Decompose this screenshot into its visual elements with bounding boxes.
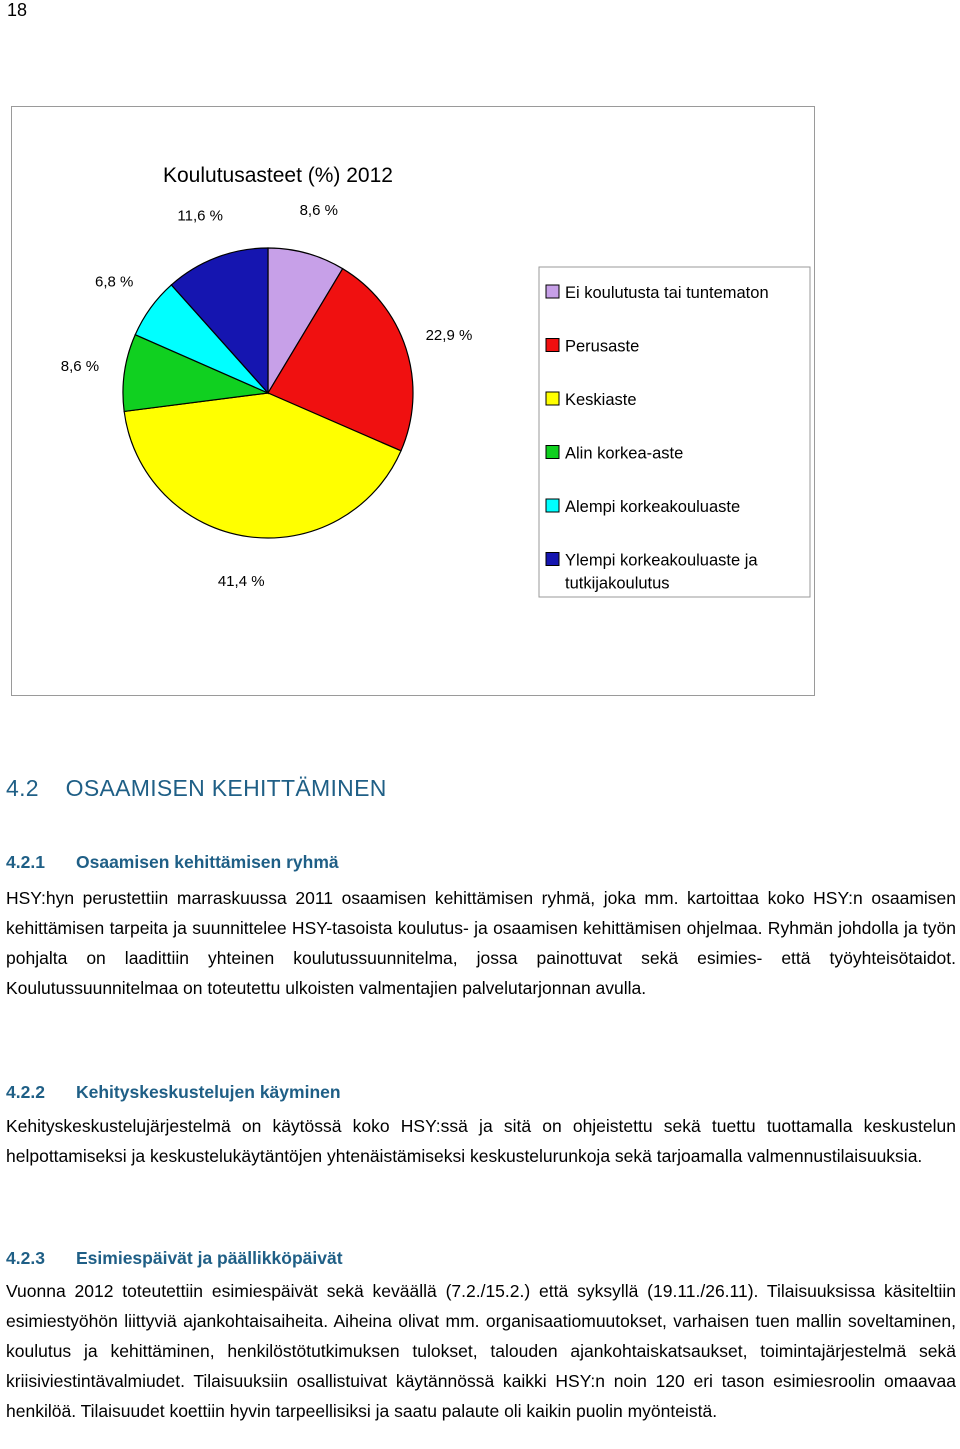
chart-legend bbox=[539, 267, 810, 597]
subsection-title: Osaamisen kehittämisen ryhmä bbox=[76, 852, 339, 872]
subsection-number: 4.2.2 bbox=[6, 1082, 45, 1102]
legend-label: Keskiaste bbox=[565, 391, 637, 409]
legend-label: Perusaste bbox=[565, 337, 640, 356]
legend-swatch bbox=[546, 446, 559, 459]
legend-box bbox=[539, 267, 810, 597]
subsection-heading-1 bbox=[6, 852, 339, 873]
subsection-heading-3 bbox=[6, 1248, 343, 1269]
pie-value-label: 22,9 % bbox=[425, 327, 473, 345]
section-heading bbox=[6, 775, 387, 802]
legend-label: Ei koulutusta tai tuntematon bbox=[565, 284, 769, 302]
chart-title: Koulutusasteet (%) 2012 bbox=[163, 164, 393, 187]
pie-chart bbox=[12, 107, 816, 697]
subsection-number: 4.2.1 bbox=[6, 852, 45, 872]
legend-label: Alin korkea-aste bbox=[565, 444, 684, 463]
subsection-title: Kehityskeskustelujen käyminen bbox=[76, 1082, 341, 1102]
legend-swatch bbox=[546, 285, 559, 298]
legend-swatch bbox=[546, 553, 559, 566]
pie-value-label: 8,6 % bbox=[60, 357, 100, 375]
legend-label: Ylempi korkeakouluaste ja bbox=[565, 551, 758, 570]
section-number: 4.2 bbox=[6, 775, 39, 801]
pie-value-label: 6,8 % bbox=[95, 273, 134, 291]
section-title: OSAAMISEN KEHITTÄMINEN bbox=[65, 775, 387, 801]
legend-label: Alempi korkeakouluaste bbox=[565, 498, 741, 516]
pie-slices bbox=[123, 248, 413, 538]
legend-label: tutkijakoulutus bbox=[565, 574, 670, 593]
legend-swatch bbox=[546, 499, 559, 512]
legend-swatch bbox=[546, 392, 559, 405]
legend-swatch bbox=[546, 339, 559, 352]
subsection-number: 4.2.3 bbox=[6, 1248, 45, 1268]
page-number: 18 bbox=[7, 0, 28, 20]
subsection-heading-2 bbox=[6, 1082, 341, 1103]
pie-value-label: 8,6 % bbox=[299, 201, 338, 219]
chart-frame bbox=[11, 106, 815, 696]
subsection-text-1: HSY:hyn perustettiin marraskuussa 2011 osaamisen kehittämisen ryhmä, joka mm. kartoittaa koko HSY:n osaamisen kehittämisen tarpeita ja suunnittelee HSY-tasoista koulutus- ja osaamisen kehittämisen ohjelmaa. Ryhmän johdolla ja työn pohjalta on laadittiin yhteinen koulutussuunnitelma, jossa painottuvat sekä esimies- että työyhteisötaidot. Koulutussuunnitelmaa on toteutettu ulkoisten valmentajien palvelutarjonnan avulla. bbox=[6, 888, 956, 998]
subsection-title: Esimiespäivät ja päällikköpäivät bbox=[76, 1248, 343, 1268]
subsection-text-3: Vuonna 2012 toteutettiin esimiespäivät sekä keväällä (7.2./15.2.) että syksyllä (19.11./26.11). Tilaisuuksissa käsiteltiin esimiestyöhön liittyviä ajankohtaisaiheita. Aiheina olivat mm. organisaatiomuutokset, varhaisen tuen mallin soveltaminen, koulutus ja kehittäminen, henkilöstötutkimuksen tulokset, talouden ajankohtaiskatsaukset, toimintajärjestelmä sekä kriisiviestintävalmiudet. Tilaisuuksiin osallistuivat käytännössä kaikki HSY:n noin 120 eri tason esimiesroolin omaavaa henkilöä. Tilaisuudet koettiin hyvin tarpeellisiksi ja saatu palaute oli kaikin puolin myönteistä. bbox=[6, 1281, 956, 1421]
subsection-text-2: Kehityskeskustelujärjestelmä on käytössä koko HSY:ssä ja sitä on ohjeistettu sekä tuettu tuottamalla keskustelun helpottamiseksi ja keskustelukäytäntöjen yhtenäistämiseksi keskustelurunkoja sekä tarjoamalla valmennustilaisuuksia. bbox=[6, 1116, 956, 1166]
pie-value-label: 41,4 % bbox=[217, 573, 265, 591]
pie-value-label: 11,6 % bbox=[177, 207, 224, 225]
